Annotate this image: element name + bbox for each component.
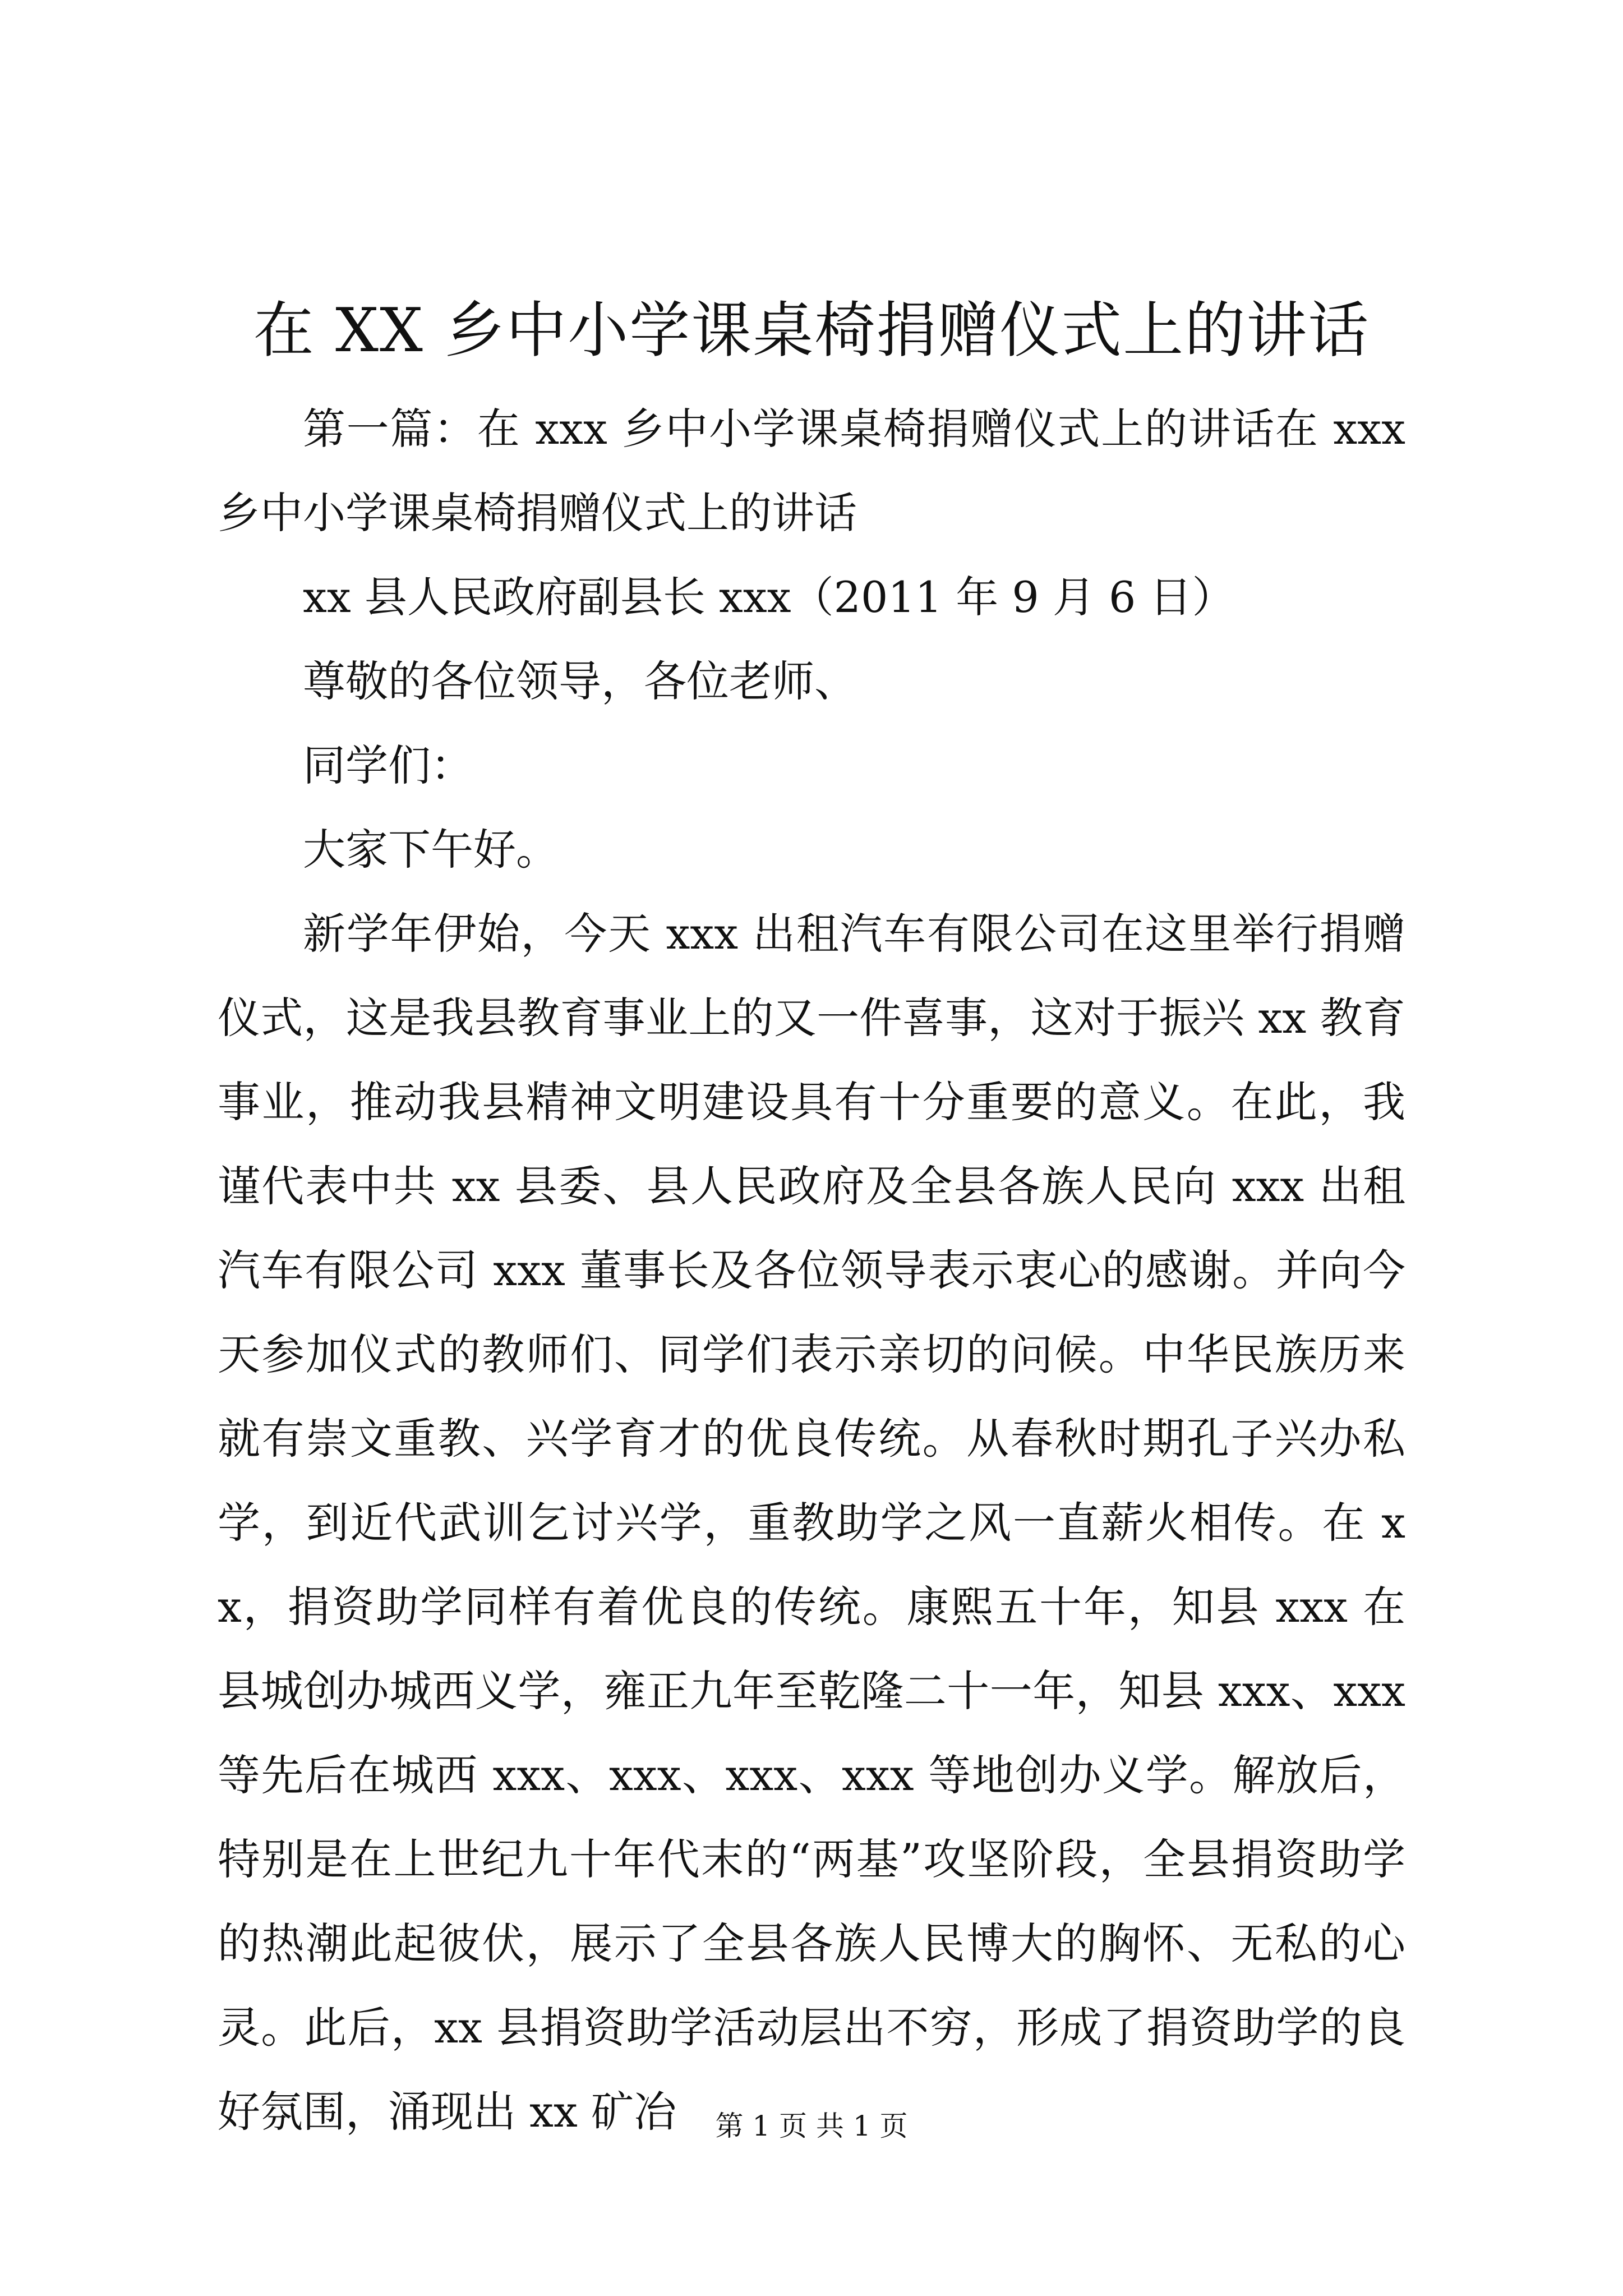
document-body [218, 387, 1405, 2154]
paragraph-heading: 第一篇：在 xxx 乡中小学课桌椅捐赠仪式上的讲话在 xxx 乡中小学课桌椅捐赠仪式上的讲话 [218, 404, 1405, 538]
document-title: 在 XX 乡中小学课桌椅捐赠仪式上的讲话 [253, 296, 1370, 366]
paragraph-speaker: xx 县人民政府副县长 xxx（2011 年 9 月 6 日） [303, 572, 1235, 622]
paragraph-salutation-2: 同学们： [303, 740, 473, 790]
paragraph-main: 新学年伊始，今天 xxx 出租汽车有限公司在这里举行捐赠仪式，这是我县教育事业上的又一件喜事，这对于振兴 xx 教育事业，推动我县精神文明建设具有十分重要的意义。在此，我谨代表中共 xx 县委、县人民政府及全县各族人民向 xxx 出租汽车有限公司 xxx 董事长及各位领导表示衷心的感谢。并向今天参加仪式的教师们、同学们表示亲切的问候。中华民族历来就有崇文重教、兴学育才的优良传统。从春秋时期孔子兴办私学，到近代武训乞讨兴学，重教助学之风一直薪火相传。在 xx，捐资助学同样有着优良的传统。康熙五十年，知县 xxx 在县城创办城西义学，雍正九年至乾隆二十一年，知县 xxx、xxx 等先后在城西 xxx、xxx、xxx、xxx 等地创办义学。解放后，特别是在上世纪九十年代末的“两基”攻坚阶段，全县捐资助学的热潮此起彼伏，展示了全县各族人民博大的胸怀、无私的心灵。此后，xx 县捐资助学活动层出不穷，形成了捐资助学的良好氛围，涌现出 xx 矿冶 [218, 909, 1405, 2137]
paragraph-salutation: 尊敬的各位领导，各位老师、 [303, 656, 857, 706]
page-footer: 第 1 页 共 1 页 [715, 2110, 908, 2142]
paragraph-greeting: 大家下午好。 [303, 825, 559, 875]
